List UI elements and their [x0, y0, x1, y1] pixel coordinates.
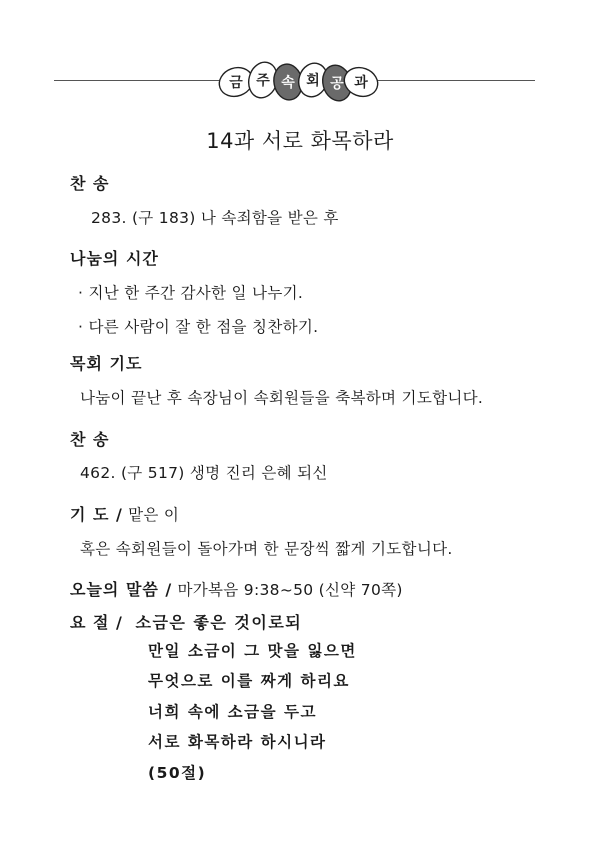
prayer-text: 혹은 속회원들이 돌아가며 한 문장씩 짧게 기도합니다.	[80, 540, 453, 558]
key-verse-line: 서로 화목하라 하시니라	[148, 733, 327, 751]
sharing-item: · 지난 한 주간 감사한 일 나누기.	[78, 284, 304, 302]
header-char: 주	[256, 73, 270, 89]
hymn2-heading: 찬 송	[70, 430, 110, 449]
header-char: 금	[229, 75, 243, 91]
header-title-badge	[214, 58, 380, 106]
todays-word-reference: 마가복음 9:38~50 (신약 70쪽)	[172, 581, 403, 599]
header-char: 회	[306, 73, 320, 89]
key-verse-label: 요 절 /	[70, 613, 123, 632]
hymn1-heading: 찬 송	[70, 174, 110, 193]
prayer-heading	[70, 502, 179, 525]
key-verse-line: 너희 속에 소금을 두고	[148, 703, 317, 721]
header-badge-graphic	[214, 58, 380, 106]
prayer-role: 맡은 이	[122, 506, 180, 524]
key-verse-line: 무엇으로 이를 짜게 하리요	[148, 672, 350, 690]
pastoral-prayer-heading: 목회 기도	[70, 354, 143, 373]
header-char: 공	[330, 76, 344, 92]
key-verse-heading	[70, 610, 302, 633]
sharing-item: · 다른 사람이 잘 한 점을 칭찬하기.	[78, 318, 319, 336]
key-verse-line: 만일 소금이 그 맛을 잃으면	[148, 642, 357, 660]
hymn1-text: 283. (구 183) 나 속죄함을 받은 후	[91, 209, 339, 227]
header-char: 속	[281, 75, 295, 91]
pastoral-prayer-text: 나눔이 끝난 후 속장님이 속회원들을 축복하며 기도합니다.	[80, 389, 484, 407]
lesson-title: 14과 서로 화목하라	[206, 129, 394, 153]
key-verse-line: (50절)	[148, 764, 207, 782]
todays-word-heading	[70, 577, 403, 600]
prayer-heading-label: 기 도 /	[70, 505, 123, 524]
sharing-heading: 나눔의 시간	[70, 249, 159, 268]
hymn2-text: 462. (구 517) 생명 진리 은혜 되신	[80, 464, 328, 482]
key-verse-line: 소금은 좋은 것이로되	[135, 613, 303, 632]
todays-word-label: 오늘의 말씀 /	[70, 580, 173, 599]
header-char: 과	[354, 75, 368, 91]
